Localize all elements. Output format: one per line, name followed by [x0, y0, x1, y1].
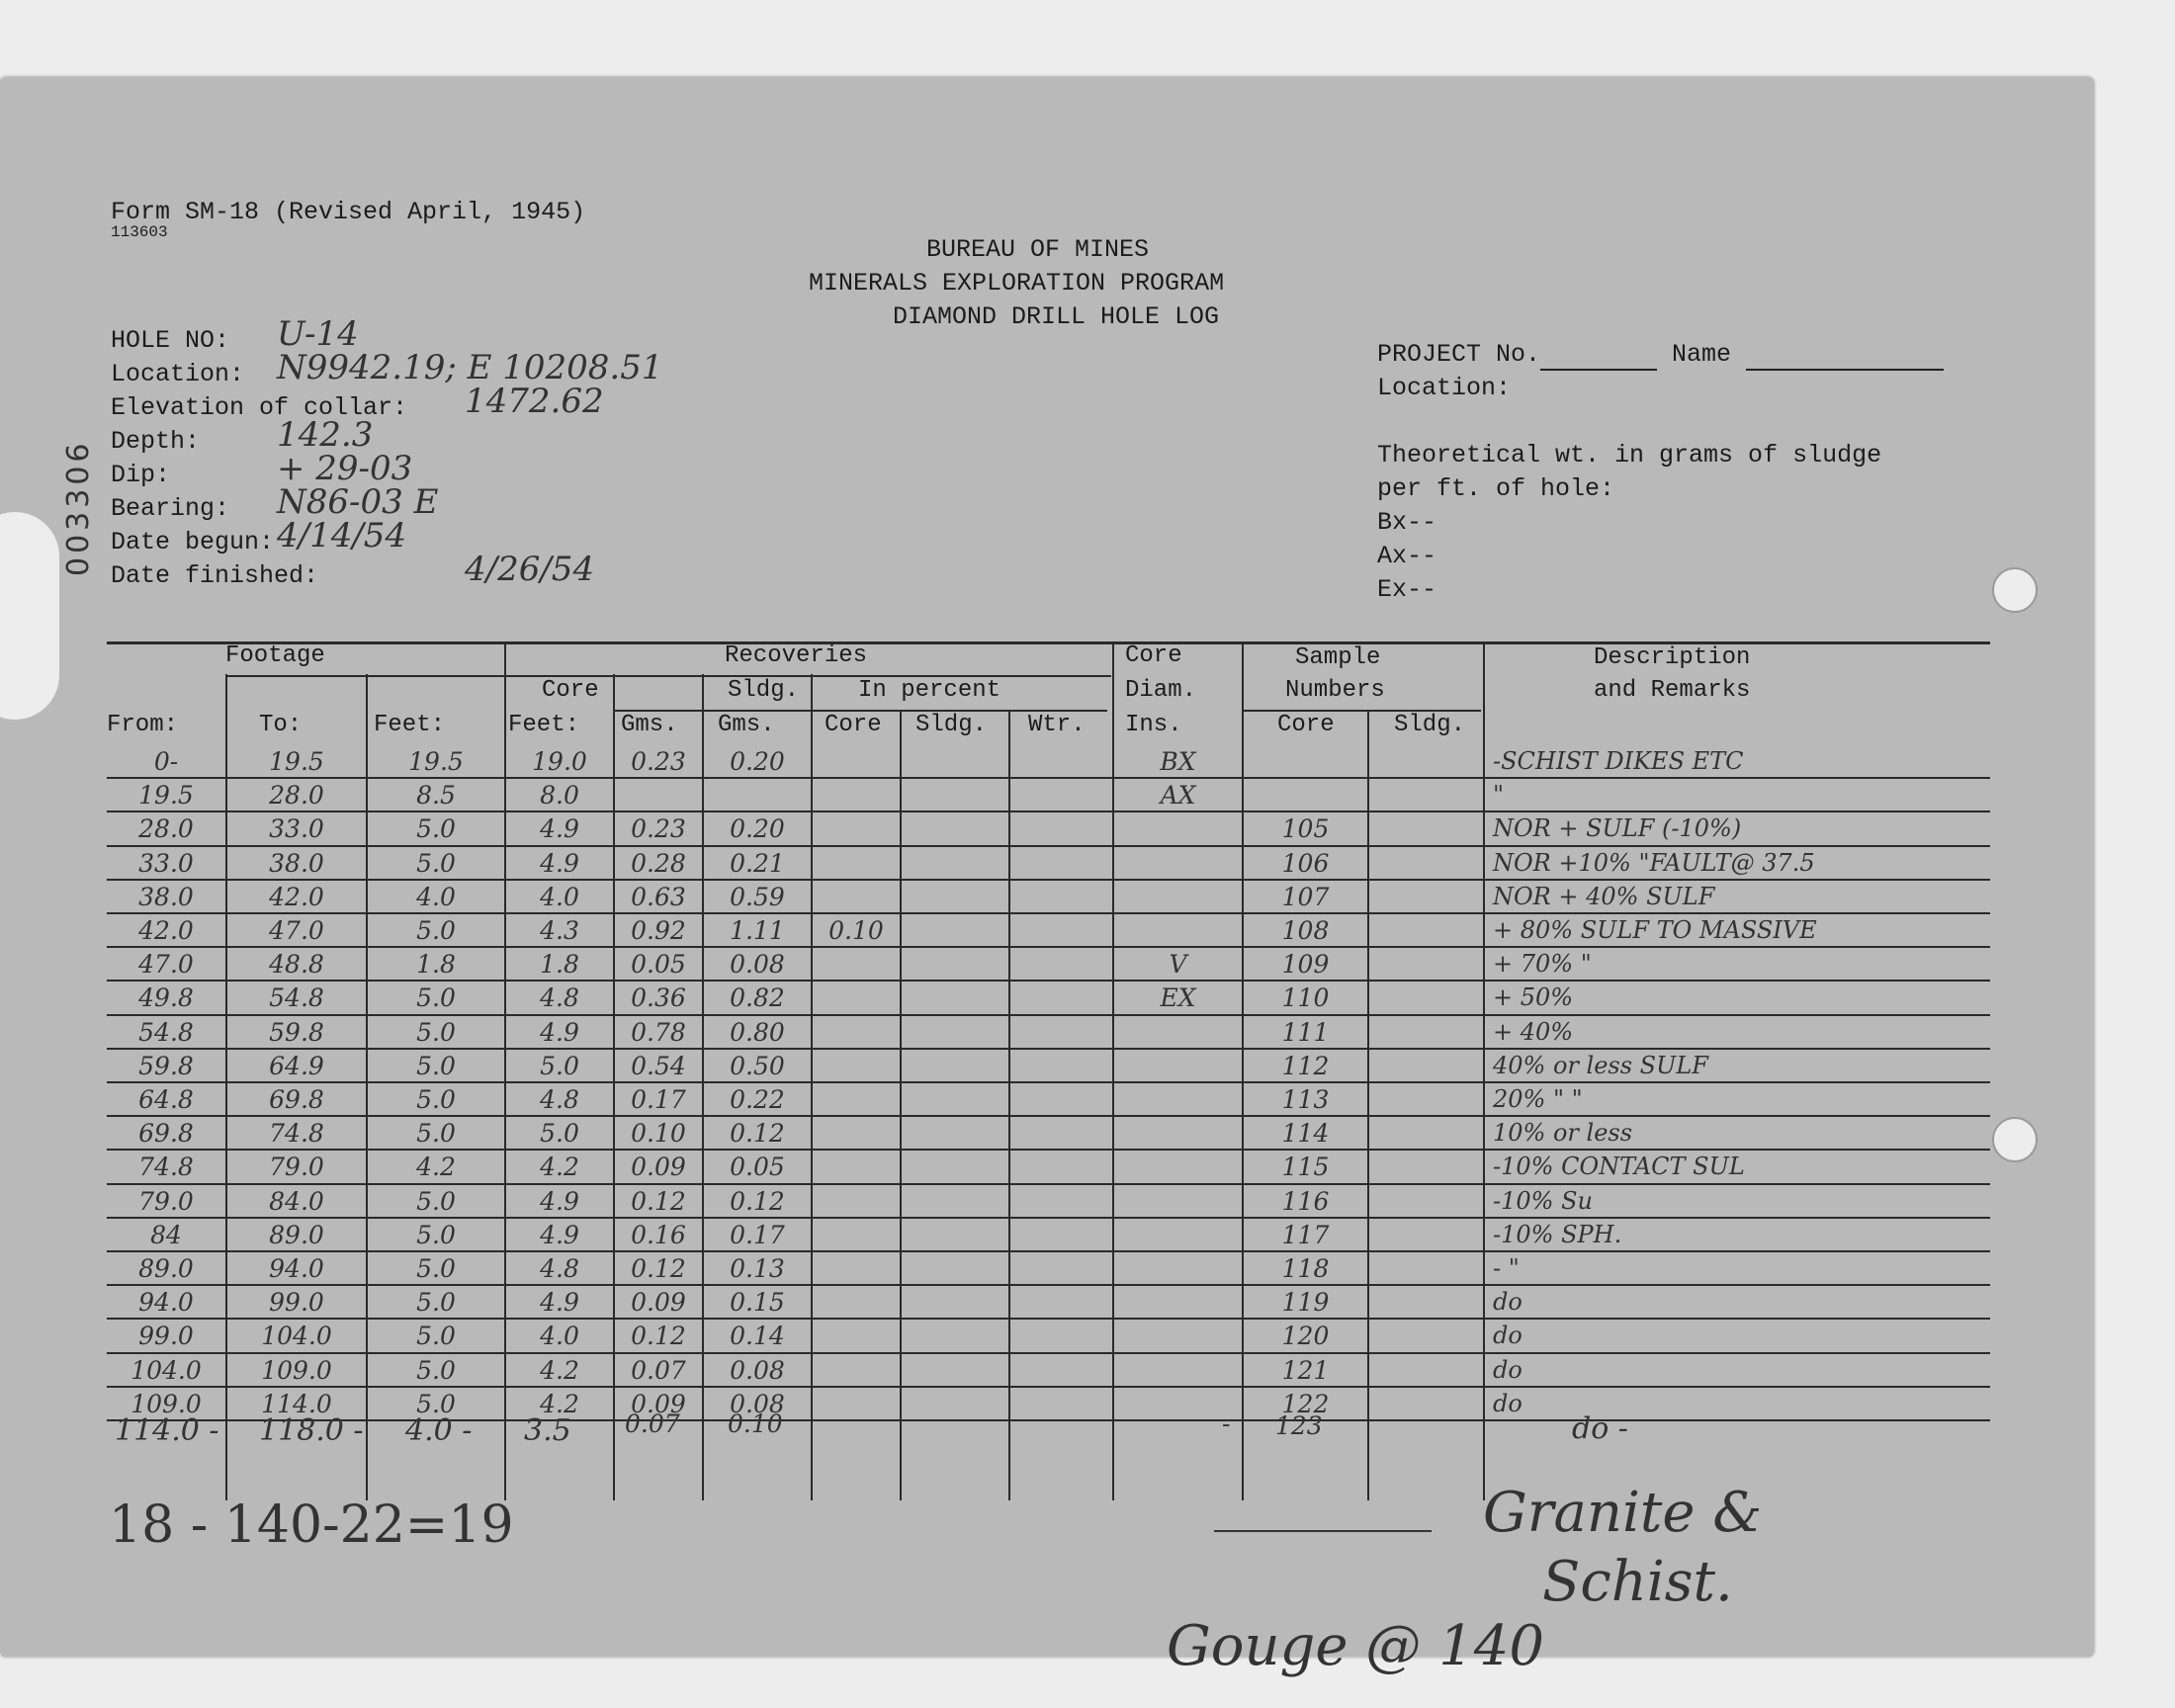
cell-feet: 5.0: [416, 1017, 456, 1047]
cell-core-feet: 5.0: [540, 1051, 579, 1080]
hdr-core-group: Core: [542, 677, 599, 704]
cell-from: 89.0: [138, 1254, 194, 1283]
cell-sldg: 0.20: [730, 814, 785, 844]
cell-feet: 5.0: [416, 1389, 456, 1418]
cell-gms: 0.07: [631, 1355, 686, 1385]
name-blank: [1746, 340, 1944, 371]
cell-core-feet: 4.0: [540, 882, 579, 911]
cell-core-feet: 4.3: [540, 916, 579, 945]
cell-to: 59.8: [269, 1017, 324, 1047]
cell-sldg: 0.12: [730, 1186, 785, 1216]
cell-gms: 0.54: [631, 1051, 686, 1080]
cell-from: 104.0: [130, 1355, 202, 1385]
punch-notch: [0, 512, 59, 720]
name-label: Name: [1672, 340, 1732, 369]
cell-from: 33.0: [138, 848, 194, 878]
cell-gms: 0.09: [631, 1389, 686, 1418]
cell-core-feet: 4.2: [540, 1389, 579, 1418]
cell-to: 94.0: [269, 1254, 324, 1283]
col-rule-pct-core: [811, 674, 813, 1500]
cell-sample: 105: [1281, 814, 1330, 844]
extra-core-feet: 3.5: [524, 1413, 571, 1448]
cell-to: 64.9: [269, 1051, 324, 1080]
row-rule: [107, 1318, 1990, 1320]
row-rule: [107, 811, 1990, 812]
granite-note-1: Granite &: [1483, 1481, 1763, 1545]
hdr-pct-core: Core: [825, 712, 882, 738]
gouge-note: Gouge @ 140: [1167, 1614, 1544, 1678]
cell-feet: 5.0: [416, 1254, 456, 1283]
cell-remarks: 20% " ": [1493, 1085, 1583, 1113]
cell-core-feet: 1.8: [540, 950, 579, 980]
drill-log-card: [0, 77, 2094, 1678]
cell-core-feet: 4.2: [540, 1355, 579, 1385]
cell-remarks: do: [1493, 1288, 1522, 1317]
extra-remarks: do -: [1572, 1411, 1628, 1446]
col-rule-pct-wtr: [1008, 710, 1010, 1500]
cell-core-feet: 4.9: [540, 848, 579, 878]
cell-from: 47.0: [138, 950, 194, 980]
cell-diam: EX: [1160, 983, 1196, 1013]
cell-sldg: 0.20: [730, 747, 785, 776]
extra-from: 114.0 -: [115, 1413, 219, 1448]
cell-feet: 5.0: [416, 1085, 456, 1114]
hole-info-value: 142.3: [277, 415, 374, 455]
cell-feet: 5.0: [416, 983, 456, 1013]
cell-core-feet: 4.8: [540, 1254, 579, 1283]
cell-remarks: -10% Su: [1493, 1186, 1593, 1215]
col-rule-pct-sldg: [900, 710, 902, 1500]
row-rule: [107, 777, 1990, 779]
cell-feet: 5.0: [416, 1220, 456, 1249]
cell-sample: 108: [1281, 916, 1330, 945]
cell-to: 99.0: [269, 1288, 324, 1318]
note-rule: [1214, 1530, 1432, 1532]
cell-remarks: 10% or less: [1493, 1119, 1633, 1148]
row-rule: [107, 912, 1990, 914]
row-rule: [107, 1284, 1990, 1286]
title-bureau: BUREAU OF MINES: [926, 235, 1150, 264]
bx-label: Bx--: [1377, 508, 1437, 537]
hole-info-value: 1472.62: [465, 382, 604, 421]
project-line: [1377, 340, 1944, 371]
hdr-samp-sldg: Sldg.: [1394, 712, 1466, 738]
hdr-in-percent: In percent: [858, 677, 1001, 704]
cell-sldg: 0.82: [730, 983, 785, 1013]
hdr-sldg-gms: Gms.: [718, 712, 775, 738]
row-rule: [107, 1352, 1990, 1354]
hole-info-label: Depth:: [111, 427, 201, 456]
cell-diam: BX: [1160, 747, 1196, 776]
cell-from: 19.5: [138, 781, 194, 811]
cell-sample: 114: [1281, 1119, 1330, 1149]
cell-to: 84.0: [269, 1186, 324, 1216]
cell-from: 28.0: [138, 814, 194, 844]
cell-remarks: NOR + SULF (-10%): [1493, 814, 1742, 843]
cell-feet: 19.5: [408, 747, 464, 776]
row-rule: [107, 879, 1990, 881]
cell-diam: AX: [1160, 781, 1196, 811]
extra-dash: -: [1222, 1409, 1231, 1438]
cell-remarks: NOR +10% "FAULT@ 37.5: [1493, 848, 1815, 877]
cell-core-feet: 8.0: [540, 781, 579, 811]
cell-sample: 119: [1281, 1288, 1330, 1318]
cell-sldg: 0.22: [730, 1085, 785, 1114]
hole-info-label: Bearing:: [111, 494, 230, 523]
cell-core-feet: 4.9: [540, 1220, 579, 1249]
cell-remarks: do: [1493, 1389, 1522, 1417]
hdr-desc-2: and Remarks: [1594, 677, 1751, 704]
extra-to: 118.0 -: [259, 1413, 364, 1448]
cell-sample: 116: [1281, 1186, 1330, 1216]
cell-gms: 0.28: [631, 848, 686, 878]
cell-sldg: 0.13: [730, 1254, 785, 1283]
hole-info-value: 4/26/54: [465, 550, 595, 589]
cell-feet: 5.0: [416, 848, 456, 878]
row-rule: [107, 1386, 1990, 1388]
row-rule: [107, 1014, 1990, 1016]
col-rule-sample-sldg: [1367, 710, 1369, 1500]
hole-info-label: Date finished:: [111, 561, 319, 590]
cell-to: 89.0: [269, 1220, 324, 1249]
hdr-from: From:: [107, 712, 179, 738]
row-rule: [107, 1149, 1990, 1151]
cell-feet: 5.0: [416, 1119, 456, 1149]
cell-feet: 5.0: [416, 814, 456, 844]
hdr-samp-core: Core: [1277, 712, 1335, 738]
cell-remarks: 40% or less SULF: [1493, 1051, 1708, 1079]
cell-to: 69.8: [269, 1085, 324, 1114]
cell-gms: 0.23: [631, 747, 686, 776]
cell-gms: 0.36: [631, 983, 686, 1013]
cell-to: 42.0: [269, 882, 324, 911]
cell-sample: 121: [1281, 1355, 1330, 1385]
cell-sldg: 0.15: [730, 1288, 785, 1318]
cell-remarks: -10% CONTACT SUL: [1493, 1153, 1745, 1181]
row-rule: [107, 845, 1990, 847]
hdr-recoveries: Recoveries: [725, 642, 868, 669]
cell-sldg: 0.21: [730, 848, 785, 878]
extra-sldg: 0.10: [728, 1409, 783, 1438]
row-rule: [107, 1250, 1990, 1252]
cell-to: 48.8: [269, 950, 324, 980]
cell-core-feet: 4.8: [540, 983, 579, 1013]
cell-gms: 0.16: [631, 1220, 686, 1249]
cell-core-feet: 4.2: [540, 1153, 579, 1182]
col-rule-desc: [1483, 641, 1485, 1500]
cell-to: 38.0: [269, 848, 324, 878]
cell-gms: 0.92: [631, 916, 686, 945]
ex-label: Ex--: [1377, 575, 1437, 604]
row-rule: [107, 946, 1990, 948]
cell-sample: 113: [1281, 1085, 1330, 1114]
hdr-desc-1: Description: [1594, 644, 1751, 671]
cell-gms: 0.23: [631, 814, 686, 844]
cell-sldg: 0.50: [730, 1051, 785, 1080]
row-rule: [107, 1183, 1990, 1185]
hdr-footage: Footage: [225, 642, 325, 669]
cell-sldg: 0.12: [730, 1119, 785, 1149]
punch-hole-bottom: [1992, 1117, 2038, 1162]
title-log: DIAMOND DRILL HOLE LOG: [893, 302, 1220, 331]
cell-diam: V: [1169, 950, 1187, 980]
cell-to: 114.0: [261, 1389, 332, 1418]
row-rule: [107, 1048, 1990, 1050]
cell-to: 79.0: [269, 1153, 324, 1182]
hole-info-value: + 29-03: [277, 449, 413, 488]
cell-from: 59.8: [138, 1051, 194, 1080]
cell-gms: 0.09: [631, 1288, 686, 1318]
cell-sample: 109: [1281, 950, 1330, 980]
cell-sldg: 0.08: [730, 1389, 785, 1418]
cell-gms: 0.78: [631, 1017, 686, 1047]
cell-sample: 122: [1281, 1389, 1330, 1418]
extra-gms: 0.07: [625, 1409, 680, 1438]
cell-remarks: ": [1493, 781, 1505, 810]
cell-to: 74.8: [269, 1119, 324, 1149]
cell-feet: 4.2: [416, 1153, 456, 1182]
hole-info-value: N9942.19; E 10208.51: [277, 348, 663, 387]
cell-gms: 0.10: [631, 1119, 686, 1149]
cell-gms: 0.05: [631, 950, 686, 980]
cell-sample: 117: [1281, 1220, 1330, 1249]
cell-gms: 0.12: [631, 1254, 686, 1283]
hole-info-label: Date begun:: [111, 528, 275, 556]
cell-from: 94.0: [138, 1288, 194, 1318]
cell-gms: 0.12: [631, 1322, 686, 1351]
cell-to: 28.0: [269, 781, 324, 811]
hdr-sldg-group: Sldg.: [728, 677, 800, 704]
hole-info-label: Location:: [111, 360, 245, 388]
calc-note: 18 - 140-22=19: [109, 1495, 514, 1555]
cell-from: 49.8: [138, 983, 194, 1013]
cell-sldg: 0.17: [730, 1220, 785, 1249]
cell-sldg: 0.08: [730, 1355, 785, 1385]
cell-sample: 120: [1281, 1322, 1330, 1351]
extra-sample: 123: [1275, 1411, 1323, 1440]
cell-sldg: 0.59: [730, 882, 785, 911]
hdr-sample-2: Numbers: [1285, 677, 1385, 704]
cell-remarks: + 80% SULF TO MASSIVE: [1493, 916, 1817, 944]
cell-gms: 0.09: [631, 1153, 686, 1182]
title-program: MINERALS EXPLORATION PROGRAM: [809, 269, 1225, 298]
cell-sample: 115: [1281, 1153, 1330, 1182]
cell-remarks: do: [1493, 1322, 1522, 1350]
hole-info-label: Dip:: [111, 461, 171, 489]
row-rule: [107, 1419, 1990, 1421]
hole-info-label: HOLE NO:: [111, 326, 230, 355]
hdr-core-diam-3: Ins.: [1125, 712, 1182, 738]
cell-remarks: NOR + 40% SULF: [1493, 882, 1715, 910]
cell-from: 79.0: [138, 1186, 194, 1216]
granite-note-2: Schist.: [1542, 1550, 1733, 1614]
punch-hole-top: [1992, 567, 2038, 613]
cell-from: 84: [150, 1220, 182, 1249]
cell-to: 104.0: [261, 1322, 332, 1351]
hole-info-value: N86-03 E: [277, 482, 439, 522]
cell-gms: 0.63: [631, 882, 686, 911]
cell-sample: 107: [1281, 882, 1330, 911]
cell-gms: 0.17: [631, 1085, 686, 1114]
project-label: PROJECT No.: [1377, 340, 1541, 369]
cell-sample: 118: [1281, 1254, 1330, 1283]
cell-remarks: - ": [1493, 1254, 1520, 1282]
cell-from: 38.0: [138, 882, 194, 911]
hdr-core-feet: Feet:: [508, 712, 580, 738]
hdr-sample-1: Sample: [1295, 644, 1381, 671]
cell-to: 109.0: [261, 1355, 332, 1385]
cell-feet: 1.8: [416, 950, 456, 980]
cell-feet: 5.0: [416, 916, 456, 945]
cell-sample: 106: [1281, 848, 1330, 878]
cell-sldg: 0.05: [730, 1153, 785, 1182]
cell-feet: 8.5: [416, 781, 456, 811]
cell-sample: 111: [1281, 1017, 1330, 1047]
cell-core-feet: 4.0: [540, 1322, 579, 1351]
cell-feet: 5.0: [416, 1186, 456, 1216]
cell-sldg: 0.08: [730, 950, 785, 980]
row-rule: [107, 1081, 1990, 1083]
hdr-core-diam-1: Core: [1125, 642, 1182, 669]
cell-core-feet: 5.0: [540, 1119, 579, 1149]
theoretical-line1: Theoretical wt. in grams of sludge: [1377, 441, 1882, 470]
cell-from: 0-: [153, 747, 179, 776]
cell-to: 19.5: [269, 747, 324, 776]
hdr-feet: Feet:: [374, 712, 446, 738]
hdr-core-diam-2: Diam.: [1125, 677, 1197, 704]
cell-to: 33.0: [269, 814, 324, 844]
cell-from: 64.8: [138, 1085, 194, 1114]
project-blank: [1540, 340, 1657, 371]
cell-from: 99.0: [138, 1322, 194, 1351]
cell-remarks: + 50%: [1493, 983, 1574, 1012]
cell-remarks: + 70% ": [1493, 950, 1592, 979]
cell-remarks: + 40%: [1493, 1017, 1574, 1046]
cell-pct: 0.10: [828, 916, 884, 945]
cell-from: 109.0: [130, 1389, 202, 1418]
cell-core-feet: 4.9: [540, 1288, 579, 1318]
cell-feet: 5.0: [416, 1288, 456, 1318]
cell-gms: 0.12: [631, 1186, 686, 1216]
row-rule: [107, 980, 1990, 982]
ax-label: Ax--: [1377, 542, 1437, 570]
theoretical-line2: per ft. of hole:: [1377, 474, 1615, 503]
cell-core-feet: 19.0: [532, 747, 587, 776]
form-code: 113603: [111, 223, 168, 241]
hdr-gms: Gms.: [621, 712, 678, 738]
cell-sldg: 1.11: [730, 916, 785, 945]
hdr-pct-sldg: Sldg.: [915, 712, 988, 738]
cell-feet: 5.0: [416, 1355, 456, 1385]
hole-info-label: Elevation of collar:: [111, 393, 408, 422]
cell-from: 69.8: [138, 1119, 194, 1149]
cell-core-feet: 4.9: [540, 814, 579, 844]
cell-core-feet: 4.8: [540, 1085, 579, 1114]
cell-core-feet: 4.9: [540, 1186, 579, 1216]
cell-sample: 110: [1281, 983, 1330, 1013]
cell-remarks: do: [1493, 1355, 1522, 1384]
hole-info-value: U-14: [277, 314, 359, 354]
cell-remarks: -SCHIST DIKES ETC: [1493, 747, 1744, 775]
cell-core-feet: 4.9: [540, 1017, 579, 1047]
cell-to: 47.0: [269, 916, 324, 945]
cell-feet: 5.0: [416, 1322, 456, 1351]
cell-from: 54.8: [138, 1017, 194, 1047]
cell-sldg: 0.80: [730, 1017, 785, 1047]
row-rule: [107, 1217, 1990, 1219]
form-id: Form SM-18 (Revised April, 1945): [111, 198, 586, 226]
cell-to: 54.8: [269, 983, 324, 1013]
cell-remarks: -10% SPH.: [1493, 1220, 1622, 1248]
hdr-to: To:: [259, 712, 303, 738]
cell-sample: 112: [1281, 1051, 1330, 1080]
cell-from: 74.8: [138, 1153, 194, 1182]
cell-sldg: 0.14: [730, 1322, 785, 1351]
cell-feet: 5.0: [416, 1051, 456, 1080]
row-rule: [107, 1115, 1990, 1117]
cell-from: 42.0: [138, 916, 194, 945]
hdr-pct-wtr: Wtr.: [1028, 712, 1086, 738]
cell-feet: 4.0: [416, 882, 456, 911]
extra-feet: 4.0 -: [405, 1413, 473, 1448]
project-location-label: Location:: [1377, 374, 1512, 402]
archive-stamp: 003306: [61, 439, 96, 576]
hole-info-value: 4/14/54: [277, 516, 407, 555]
